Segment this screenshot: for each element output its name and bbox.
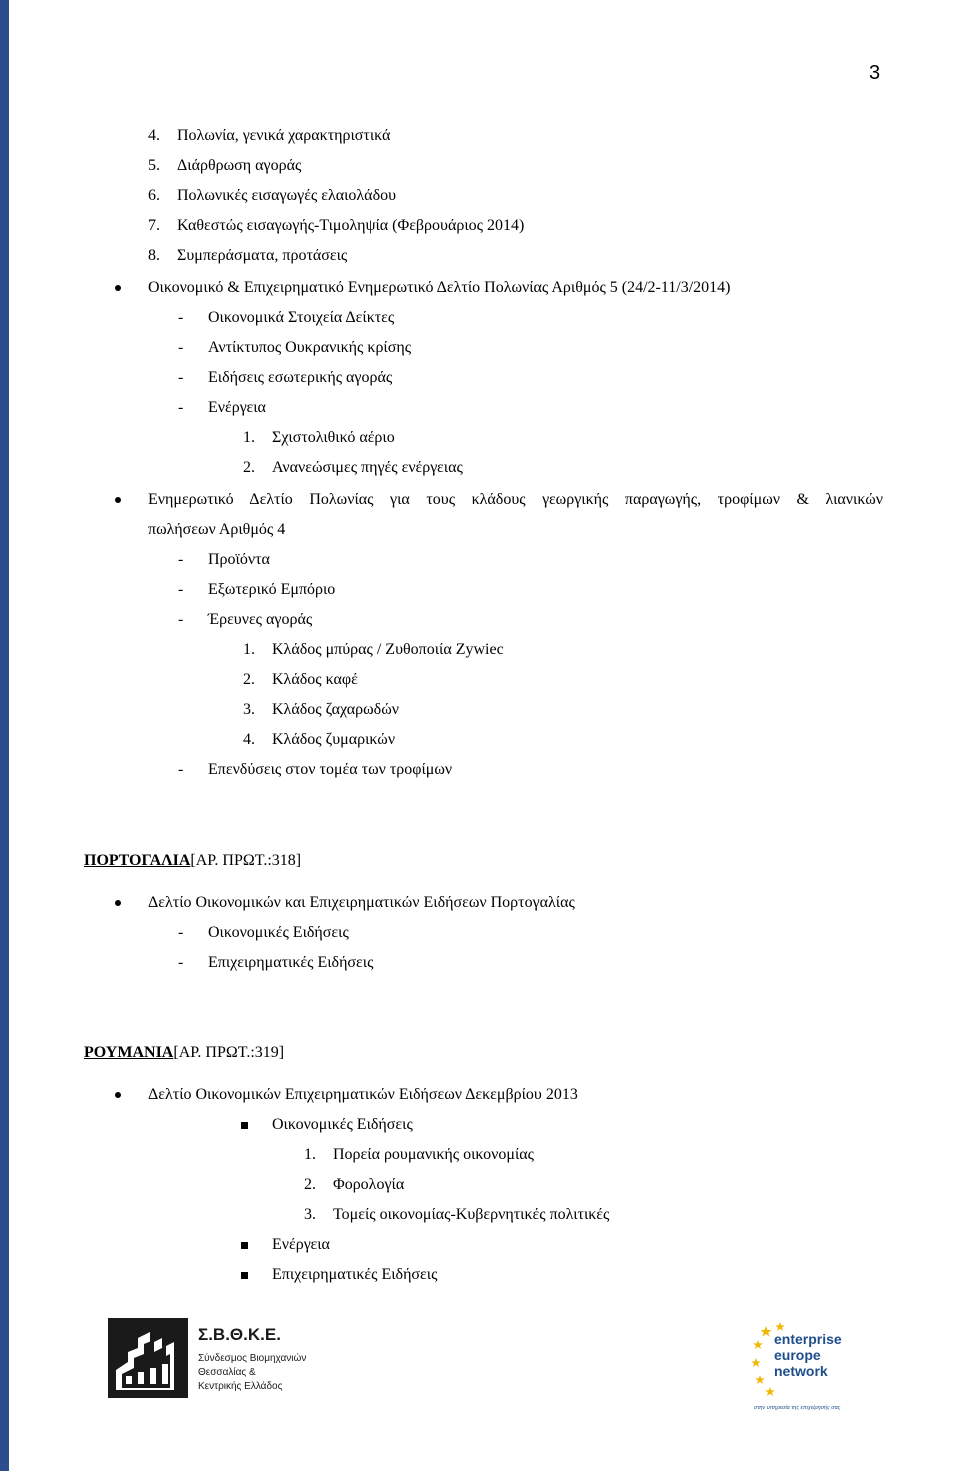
square-item: Οικονομικές Ειδήσεις (272, 1116, 413, 1133)
country-name: ΡΟΥΜΑΝΙΑ (84, 1044, 174, 1061)
list-item: 5. Διάρθρωση αγοράς (148, 157, 302, 174)
country-heading: ΠΟΡΤΟΓΑΛΙΑ[ΑΡ. ΠΡΩΤ.:318] (84, 852, 302, 869)
page-side-bar (0, 0, 9, 1471)
list-item: 4. Πολωνία, γενικά χαρακτηριστικά (148, 127, 391, 144)
list-item: 4. Κλάδος ζυμαρικών (243, 731, 396, 748)
square-bullet-icon (241, 1242, 248, 1249)
list-item: 2. Κλάδος καφέ (243, 671, 358, 688)
bullet-icon (115, 497, 121, 503)
square-bullet-icon (241, 1272, 248, 1279)
svg-text:network: network (774, 1363, 828, 1379)
square-bullet-icon (241, 1122, 248, 1129)
list-item: 3. Κλάδος ζαχαρωδών (243, 701, 399, 718)
country-heading: ΡΟΥΜΑΝΙΑ[ΑΡ. ΠΡΩΤ.:319] (84, 1044, 285, 1061)
list-item: 1. Πορεία ρουμανικής οικονομίας (304, 1146, 534, 1163)
square-item: Επιχειρηματικές Ειδήσεις (272, 1266, 438, 1283)
list-item: 7. Καθεστώς εισαγωγής-Τιμοληψία (Φεβρουάριος 2014) (148, 217, 525, 234)
dash-item: - Επιχειρηματικές Ειδήσεις (178, 954, 374, 971)
dash-item: - Εξωτερικό Εμπόριο (178, 581, 336, 598)
bulletin-title: Δελτίο Οικονομικών και Επιχειρηματικών Ειδήσεων Πορτογαλίας (148, 894, 575, 911)
svg-text:Κεντρικής Ελλάδος: Κεντρικής Ελλάδος (198, 1381, 283, 1392)
page-number: 3 (869, 62, 881, 84)
dash-item: - Οικονομικά Στοιχεία Δείκτες (178, 309, 395, 326)
list-item: 2. Φορολογία (304, 1176, 405, 1193)
svg-text:Σύνδεσμος Βιομηχανιών: Σύνδεσμος Βιομηχανιών (198, 1353, 307, 1364)
square-item: Ενέργεια (272, 1236, 330, 1253)
svg-text:europe: europe (774, 1347, 821, 1363)
dash-item: - Επενδύσεις στον τομέα των τροφίμων (178, 761, 453, 778)
svg-text:enterprise: enterprise (774, 1331, 842, 1347)
country-name: ΠΟΡΤΟΓΑΛΙΑ (84, 852, 191, 869)
bulletin-title-cont: πωλήσεων Αριθμός 4 (148, 521, 286, 538)
list-item: 2. Ανανεώσιμες πηγές ενέργειας (243, 459, 463, 476)
dash-item: - Αντίκτυπος Ουκρανικής κρίσης (178, 339, 412, 356)
sbthke-logo-mark (108, 1318, 308, 1398)
enterprise-europe-network-logo (752, 1318, 847, 1413)
bullet-icon (115, 900, 121, 906)
een-logo-mark (752, 1318, 847, 1413)
list-item: 6. Πολωνικές εισαγωγές ελαιολάδου (148, 187, 397, 204)
list-item: 3. Τομείς οικονομίας-Κυβερνητικές πολιτικές (304, 1206, 610, 1223)
list-item: 1. Σχιστολιθικό αέριο (243, 429, 395, 446)
dash-item: - Οικονομικές Ειδήσεις (178, 924, 349, 941)
list-item: 1. Κλάδος μπύρας / Ζυθοποιία Zywiec (243, 641, 504, 658)
dash-item: - Προϊόντα (178, 551, 270, 568)
dash-item: - Έρευνες αγοράς (178, 611, 313, 628)
bulletin-title: Ενημερωτικό Δελτίο Πολωνίας για τους κλάδους γεωργικής παραγωγής, τροφίμων & λιανικών (148, 491, 883, 508)
dash-item: - Ειδήσεις εσωτερικής αγοράς (178, 369, 393, 386)
bulletin-title: Δελτίο Οικονομικών Επιχειρηματικών Ειδήσεων Δεκεμβρίου 2013 (148, 1086, 578, 1103)
svg-text:στην υπηρεσία της επιχείρησής: στην υπηρεσία της επιχείρησής σας (754, 1405, 841, 1411)
sbthke-logo (108, 1318, 308, 1398)
list-item: 8. Συμπεράσματα, προτάσεις (148, 247, 348, 264)
bullet-icon (115, 1092, 121, 1098)
svg-text:Θεσσαλίας &: Θεσσαλίας & (198, 1367, 256, 1378)
svg-text:Σ.Β.Θ.Κ.Ε.: Σ.Β.Θ.Κ.Ε. (198, 1325, 281, 1344)
bulletin-title: Οικονομικό & Επιχειρηματικό Ενημερωτικό Δελτίο Πολωνίας Αριθμός 5 (24/2-11/3/2014) (148, 279, 731, 296)
bullet-icon (115, 285, 121, 291)
dash-item: - Ενέργεια (178, 399, 266, 416)
